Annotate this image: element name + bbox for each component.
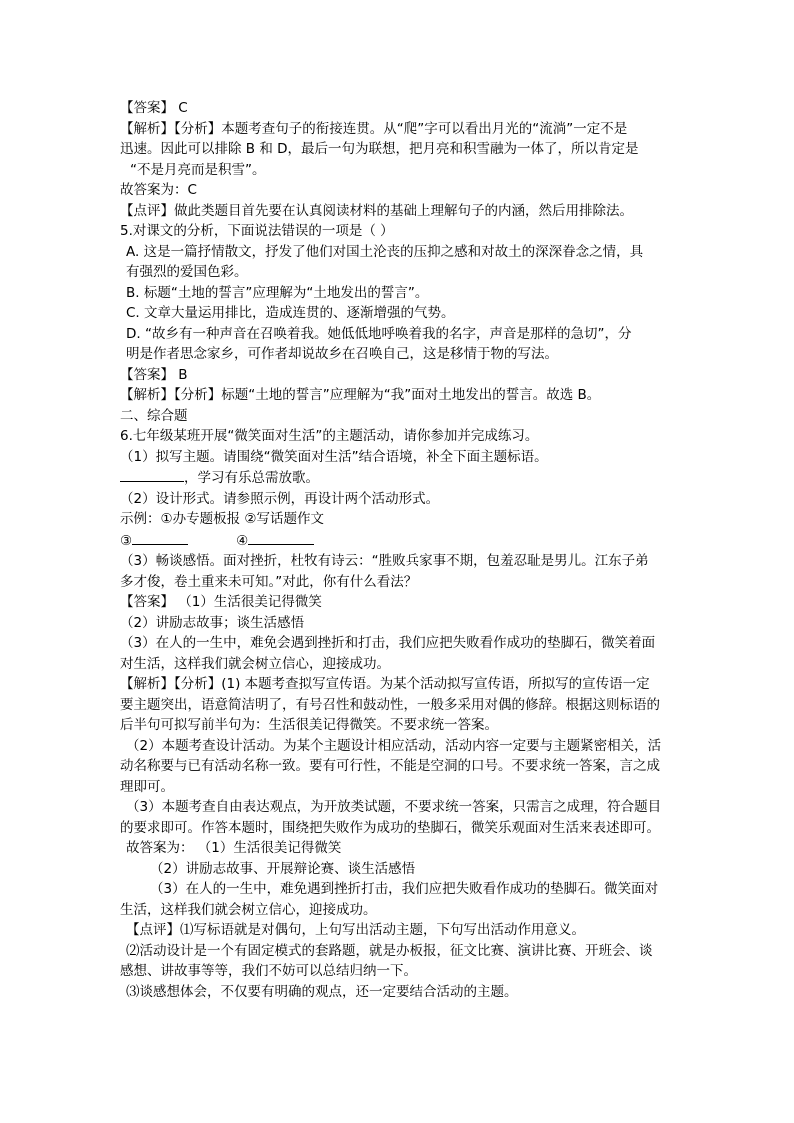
analysis-line: 的要求即可。作答本题时，围绕把失败作为成功的垫脚石，微笑乐观面对生活来表述即可。 <box>120 819 660 836</box>
analysis-line: （3）本题考查自由表达观点，为开放类试题，不要求统一答案，只需言之成理，符合题目 <box>126 799 662 815</box>
comment-line: ⑵活动设计是一个有固定模式的套路题，就是办板报，征文比赛、演讲比赛、开班会、谈 <box>126 942 653 959</box>
slogan-second-half: ，学习有乐总需放歌。 <box>184 470 319 486</box>
comment-line: 感想、讲故事等等，我们不妨可以总结归纳一下。 <box>120 963 417 979</box>
analysis-line: 【解析】【分析】标题“土地的誓言”应理解为“我”面对土地发出的誓言。故选 B。 <box>120 387 601 403</box>
answer-blank <box>120 467 184 482</box>
question-6-part-2: （2）设计形式。请参照示例，再设计两个活动形式。 <box>120 490 440 507</box>
option-a: A. 这是一篇抒情散文，抒发了他们对国土沦丧的压抑之感和对故土的深深眷念之情，具 <box>126 243 644 260</box>
question-6-stem: 6.七年级某班开展“微笑面对生活”的主题活动，请你参加并完成练习。 <box>120 428 539 444</box>
analysis-line: 【解析】【分析】(1) 本题考查拟写宣传语。为某个活动拟写宣传语，所拟写的宣传语一定 <box>120 676 650 692</box>
question-6-part-3: （3）畅谈感悟。面对挫折，杜牧有诗云：“胜败兵家事不期，包羞忍耻是男儿。江东子弟 <box>120 553 649 569</box>
answer-blank <box>132 530 188 545</box>
analysis-line: 要主题突出，语意简洁明了，有号召性和鼓动性，一般多采用对偶的修辞。根据这则标语的 <box>120 696 660 713</box>
comment-line: ⑶谈感想体会，不仅要有明确的观点，还一定要结合活动的主题。 <box>126 983 518 1000</box>
final-answer-line: （3）在人的一生中，难免遇到挫折打击，我们应把失败看作成功的垫脚石。微笑面对 <box>150 881 659 897</box>
answer-line: （2）讲励志故事；谈生活感悟 <box>120 614 305 631</box>
final-answer-line: （2）讲励志故事、开展辩论赛、谈生活感悟 <box>150 860 416 877</box>
option-c: C. 文章大量运用排比，造成连贯的、逐渐增强的气势。 <box>126 305 455 321</box>
final-answer-line: 故答案为：C <box>120 182 197 198</box>
final-answer-line: 故答案为： （1）生活很美记得微笑 <box>126 840 342 856</box>
analysis-line: “不是月亮而是积雪”。 <box>130 161 266 178</box>
document-body <box>120 98 680 1002</box>
final-answer-line: 生活，这样我们就会树立信心，迎接成功。 <box>120 901 377 918</box>
section-heading: 二、综合题 <box>120 407 188 424</box>
analysis-line: （2）本题考查设计活动。为某个主题设计相应活动，活动内容一定要与主题紧密相关，活 <box>126 737 662 754</box>
blank-number-3: ③ <box>120 532 133 549</box>
option-b: B. 标题“土地的誓言”应理解为“土地发出的誓言”。 <box>126 284 429 301</box>
question-5-stem: 5.对课文的分析，下面说法错误的一项是（ ） <box>120 223 394 239</box>
answer-line: 【答案】 C <box>120 100 188 116</box>
question-6-part-1: （1）拟写主题。请围绕“微笑面对生活”结合语境，补全下面主题标语。 <box>120 448 548 465</box>
analysis-line: 后半句可拟写前半句为：生活很美记得微笑。不要求统一答案。 <box>120 717 498 733</box>
blank-fill-line <box>120 530 680 552</box>
answer-line: 对生活，这样我们就会树立信心，迎接成功。 <box>120 655 390 672</box>
analysis-line: 【解析】【分析】本题考查句子的衔接连贯。从“爬”字可以看出月光的“流淌”一定不是 <box>120 120 628 137</box>
analysis-line: 迅速。因此可以排除 B 和 D，最后一句为联想，把月亮和积雪融为一体了，所以肯定是 <box>120 141 639 157</box>
answer-line: （3）在人的一生中，难免会遇到挫折和打击，我们应把失败看作成功的垫脚石，微笑着面 <box>120 635 656 651</box>
option-a-continued: 有强烈的爱国色彩。 <box>126 264 248 280</box>
example-line: 示例：①办专题板报 ②写话题作文 <box>120 511 324 527</box>
option-d: D. “故乡有一种声音在召唤着我。她低低地呼唤着我的名字，声音是那样的急切”，分 <box>126 325 632 342</box>
answer-line: 【答案】 B <box>120 366 188 383</box>
answer-line: 【答案】 （1）生活很美记得微笑 <box>120 594 322 610</box>
question-6-part-3-continued: 多才俊，卷土重来未可知。”对此，你有什么看法？ <box>120 573 418 590</box>
answer-blank <box>248 530 314 545</box>
blank-number-4: ④ <box>236 532 249 549</box>
comment-line: 【点评】⑴写标语就是对偶句，上句写出活动主题，下句写出活动作用意义。 <box>126 922 585 938</box>
analysis-line: 理即可。 <box>120 778 174 795</box>
option-d-continued: 明是作者思念家乡，可作者却说故乡在召唤自己，这是移情于物的写法。 <box>126 346 558 362</box>
analysis-line: 动名称要与已有活动名称一致。要有可行性，不能是空洞的口号。不要求统一答案，言之成 <box>120 758 660 774</box>
slogan-fill-line <box>120 467 680 489</box>
comment-line: 【点评】做此类题目首先要在认真阅读材料的基础上理解句子的内涵，然后用排除法。 <box>120 202 633 219</box>
